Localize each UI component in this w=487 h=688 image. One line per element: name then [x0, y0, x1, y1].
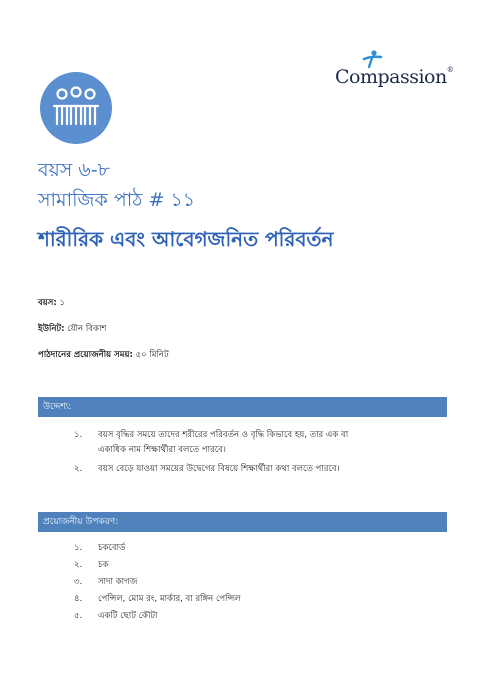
meta-time-value: ৫০ মিনিট: [135, 350, 169, 360]
meta-age-value: ১: [59, 298, 65, 308]
objectives-list: [38, 428, 447, 477]
meta-age-label: বয়স:: [38, 298, 57, 308]
list-item: ২. চক: [74, 560, 109, 570]
page-title: শারীরিক এবং আবেগজনিত পরিবর্তন: [38, 227, 334, 251]
meta-unit-label: ইউনিট:: [38, 324, 65, 334]
objectives-heading-bar: উদ্দেশ্য:: [38, 397, 447, 417]
meta-unit: [38, 322, 106, 336]
meta-time: [38, 348, 169, 362]
materials-list: [38, 541, 447, 624]
meta-time-label: পাঠদানের প্রয়োজনীয় সময়:: [38, 350, 133, 360]
list-item: ৫. একটি ছোট কৌটা: [74, 611, 158, 621]
people-group-icon: [40, 72, 112, 144]
lesson-number-heading: সামাজিক পাঠ # ১১: [38, 189, 196, 211]
list-item: ৩. সাদা কাগজ: [74, 577, 138, 587]
list-item: ৪. পেন্সিল, মোম রং, মার্কার, বা রঙ্গিন পেন্সিল: [74, 594, 241, 604]
age-range-heading: বয়স ৬-৮: [38, 159, 110, 181]
meta-unit-value: যৌন বিকাশ: [67, 324, 107, 334]
list-item: ১. বয়স বৃদ্ধির সময়ে তাদের শরীরের পরিবর্তন ও বৃদ্ধি কিভাবে হয়, তার এক বা একাধিক নাম শিক্ষার্থীরা বলতে পারবে।: [74, 430, 349, 455]
list-item: ১. চকবোর্ড: [74, 543, 126, 553]
brand-name: Compassion®: [335, 66, 454, 88]
meta-age: [38, 296, 65, 310]
compassion-logo: [335, 50, 454, 94]
materials-heading-bar: প্রয়োজনীয় উপকরণ:: [38, 512, 447, 532]
list-item: ২. বয়স বেড়ে যাওয়া সময়ের উদ্বেগের বিষয়ে শিক্ষার্থীরা কথা বলতে পারবে।: [74, 464, 340, 474]
